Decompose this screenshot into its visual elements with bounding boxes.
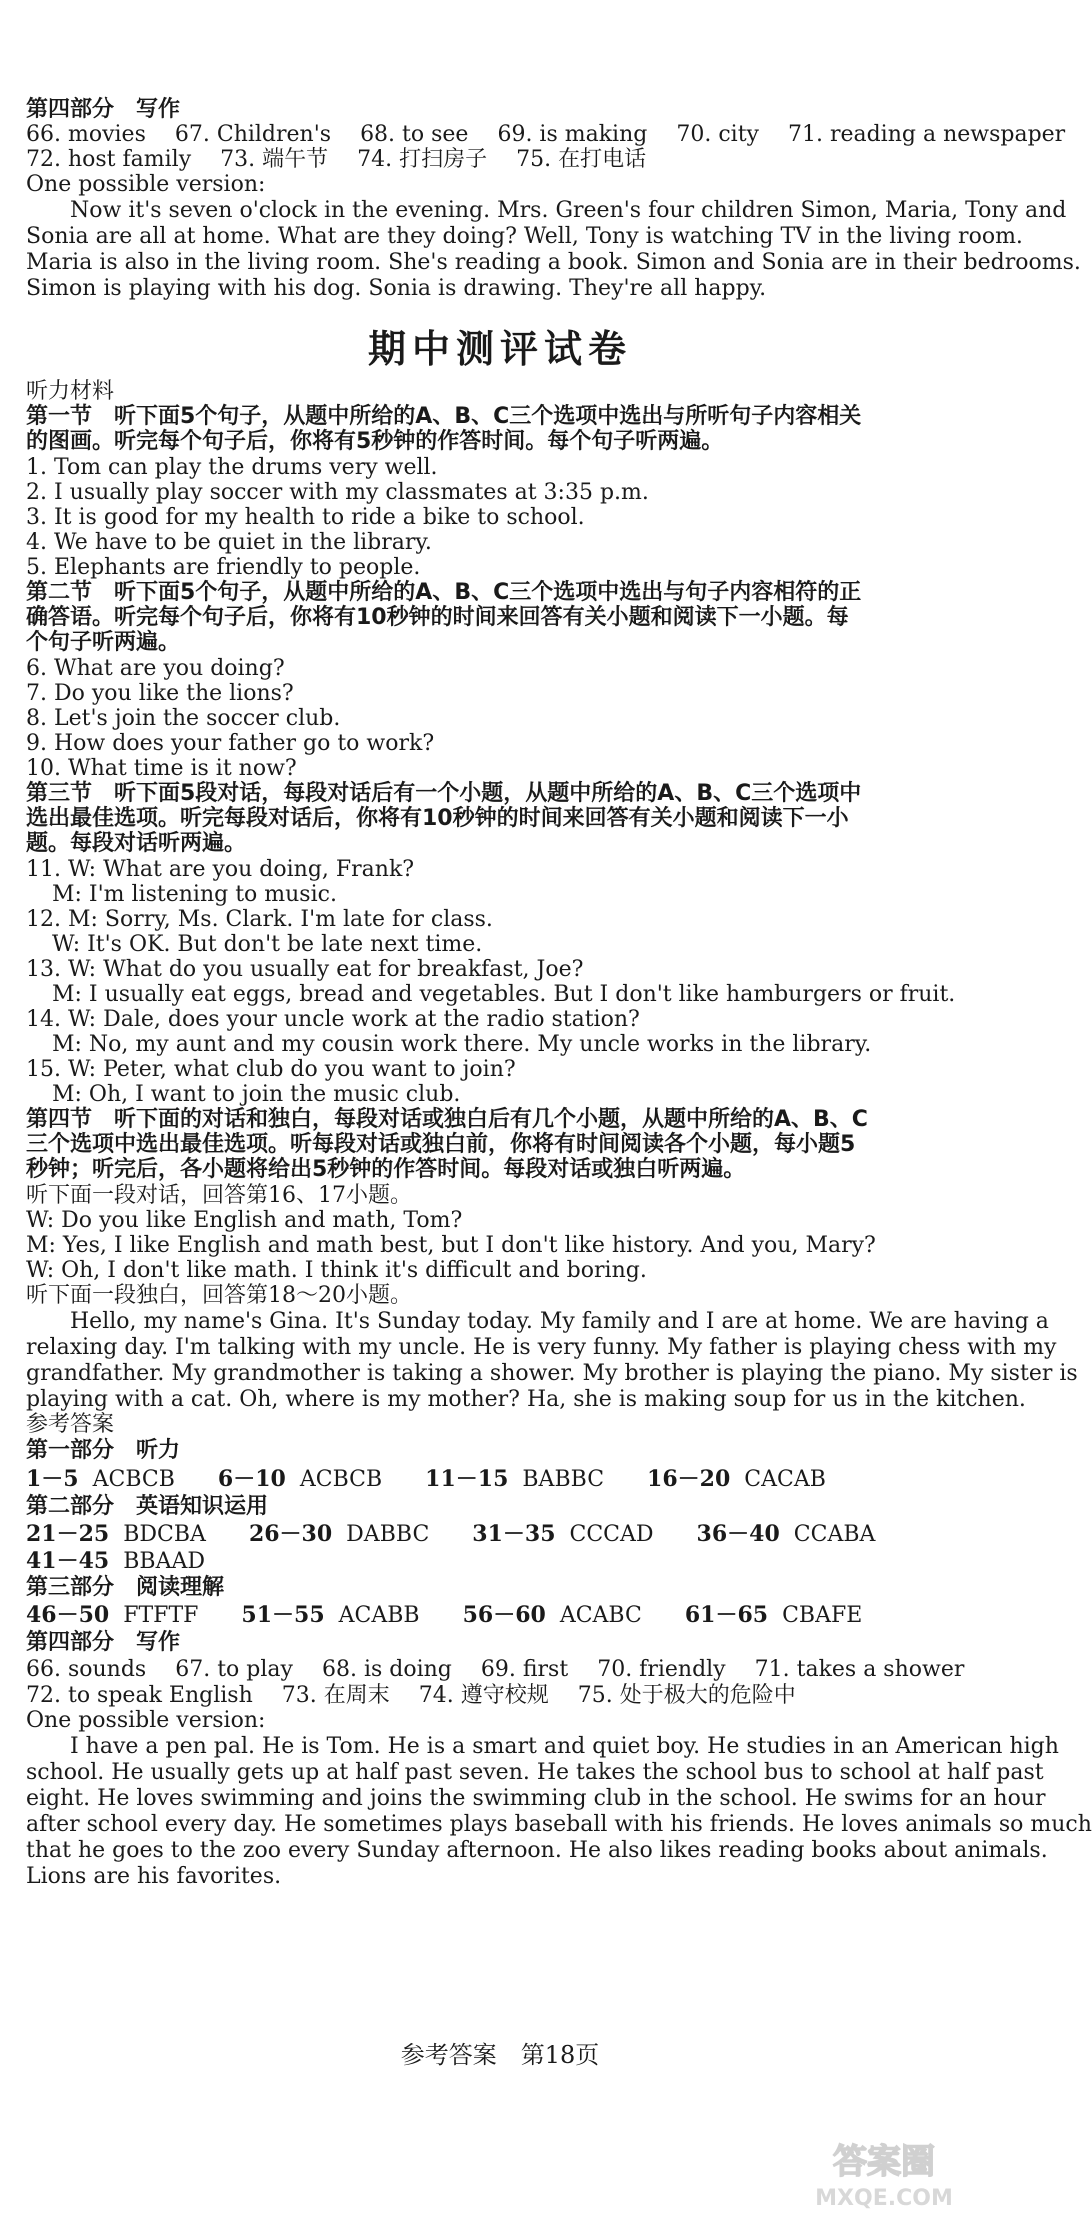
- answer: 67. Children's: [174, 122, 332, 147]
- essay-line: eight. He loves swimming and joins the swimming club in the school. He swims for an hour: [26, 1786, 1046, 1811]
- dialogue-line: W: It's OK. But don't be late next time.: [52, 932, 483, 957]
- answer: 72. host family: [26, 147, 192, 172]
- monologue-line: Hello, my name's Gina. It's Sunday today. My family and I are at home. We are having a: [70, 1309, 1049, 1334]
- watermark-url: MXQE.COM: [815, 2186, 953, 2211]
- range: 56－60: [462, 1602, 546, 1628]
- instruction-line: 第四节 听下面的对话和独白，每段对话或独白后有几个小题，从题中所给的A、B、C: [26, 1107, 868, 1132]
- keys: ACABC: [559, 1603, 642, 1628]
- watermark-title: 答案圈: [833, 2142, 935, 2182]
- dialogue-line: 15. W: Peter, what club do you want to join?: [26, 1057, 516, 1082]
- page-footer: 参考答案 第18页: [400, 2041, 600, 2069]
- listening-item: 5. Elephants are friendly to people.: [26, 555, 421, 580]
- answer: 75. 在打电话: [516, 147, 647, 172]
- monologue-line: grandfather. My grandmother is taking a shower. My brother is playing the piano. My sister is: [26, 1361, 1078, 1386]
- answer: 67. to play: [175, 1657, 293, 1682]
- answer: 70. friendly: [597, 1657, 726, 1682]
- possible-version-label: One possible version:: [26, 172, 266, 197]
- essay-line: Maria is also in the living room. She's reading a book. Simon and Sonia are in their bedrooms.: [26, 250, 1081, 275]
- answer-key-row: [26, 1548, 976, 1575]
- answer: 69. first: [480, 1657, 569, 1682]
- keys: ACABB: [338, 1603, 420, 1628]
- answer-key-row: [26, 1466, 976, 1493]
- keys: ACBCB: [92, 1467, 175, 1492]
- section-label: 参考答案: [26, 1412, 115, 1437]
- answer: 71. reading a newspaper: [787, 122, 1066, 147]
- answer: 70. city: [676, 122, 759, 147]
- listening-item: 9. How does your father go to work?: [26, 731, 435, 756]
- range: 46－50: [26, 1602, 110, 1628]
- sub-instruction: 听下面一段独白，回答第18～20小题。: [26, 1283, 412, 1308]
- keys: BBAAD: [123, 1549, 205, 1574]
- answer-key-row: [26, 1521, 976, 1548]
- instruction-line: 个句子听两遍。: [26, 630, 181, 655]
- dialogue-line: M: Yes, I like English and math best, but I don't like history. And you, Mary?: [26, 1233, 876, 1258]
- range: 61－65: [684, 1602, 769, 1628]
- range: 51－55: [241, 1602, 325, 1628]
- essay-line: after school every day. He sometimes plays baseball with his friends. He loves animals so much: [26, 1812, 1092, 1837]
- page-title: 期中测评试卷: [367, 327, 632, 371]
- answer-row: [26, 1656, 976, 1683]
- essay-line: I have a pen pal. He is Tom. He is a smart and quiet boy. He studies in an American high: [70, 1734, 1059, 1759]
- essay-line: Now it's seven o'clock in the evening. Mrs. Green's four children Simon, Maria, Tony and: [70, 198, 1067, 223]
- monologue-line: relaxing day. I'm talking with my uncle. He is very funny. My father is playing chess with my: [26, 1335, 1057, 1360]
- answer: 69. is making: [497, 122, 648, 147]
- essay-line: Sonia are all at home. What are they doing? Well, Tony is watching TV in the living room.: [26, 224, 1023, 249]
- essay-line: Lions are his favorites.: [26, 1864, 282, 1889]
- answer: 72. to speak English: [26, 1683, 253, 1708]
- sub-instruction: 听下面一段对话，回答第16、17小题。: [26, 1183, 412, 1208]
- keys: CBAFE: [782, 1603, 863, 1628]
- answer: 71. takes a shower: [754, 1657, 965, 1682]
- answer-row: [26, 146, 976, 173]
- part-heading: 第四部分 写作: [26, 1630, 181, 1655]
- dialogue-line: W: Do you like English and math, Tom?: [26, 1208, 463, 1233]
- answer: 68. to see: [360, 122, 469, 147]
- listening-item: 2. I usually play soccer with my classmates at 3:35 p.m.: [26, 480, 649, 505]
- instruction-line: 题。每段对话听两遍。: [26, 831, 247, 856]
- answer: 74. 打扫房子: [357, 147, 488, 172]
- dialogue-line: 14. W: Dale, does your uncle work at the radio station?: [26, 1007, 640, 1032]
- answer: 68. is doing: [321, 1657, 452, 1682]
- range: 1－5: [26, 1466, 79, 1492]
- instruction-line: 第二节 听下面5个句子，从题中所给的A、B、C三个选项中选出与句子内容相符的正: [26, 580, 862, 605]
- essay-line: school. He usually gets up at half past seven. He takes the school bus to school at half past: [26, 1760, 1044, 1785]
- range: 6－10: [217, 1466, 286, 1492]
- monologue-line: playing with a cat. Oh, where is my mother? Ha, she is making soup for us in the kitchen.: [26, 1387, 1026, 1412]
- listening-item: 10. What time is it now?: [26, 756, 297, 781]
- keys: CCCAD: [569, 1522, 654, 1547]
- dialogue-line: 11. W: What are you doing, Frank?: [26, 857, 415, 882]
- range: 36－40: [696, 1521, 780, 1547]
- instruction-line: 第一节 听下面5个句子，从题中所给的A、B、C三个选项中选出与所听句子内容相关: [26, 404, 862, 429]
- answer-key-row: [26, 1602, 976, 1629]
- part-heading: 第三部分 阅读理解: [26, 1575, 225, 1600]
- answer: 75. 处于极大的危险中: [577, 1683, 796, 1708]
- keys: FTFTF: [123, 1603, 199, 1628]
- dialogue-line: M: Oh, I want to join the music club.: [52, 1082, 461, 1107]
- part-heading: 第二部分 英语知识运用: [26, 1494, 269, 1519]
- dialogue-line: M: I usually eat eggs, bread and vegetables. But I don't like hamburgers or fruit.: [52, 982, 956, 1007]
- keys: DABBC: [346, 1522, 430, 1547]
- section-label: 听力材料: [26, 379, 115, 404]
- listening-item: 4. We have to be quiet in the library.: [26, 530, 432, 555]
- range: 26－30: [248, 1521, 333, 1547]
- part-heading: 第一部分 听力: [26, 1438, 181, 1463]
- range: 41－45: [26, 1548, 110, 1574]
- listening-item: 1. Tom can play the drums very well.: [26, 455, 438, 480]
- instruction-line: 确答语。听完每个句子后，你将有10秒钟的时间来回答有关小题和阅读下一小题。每: [26, 605, 849, 630]
- instruction-line: 第三节 听下面5段对话，每段对话后有一个小题，从题中所给的A、B、C三个选项中: [26, 781, 862, 806]
- listening-item: 3. It is good for my health to ride a bike to school.: [26, 505, 585, 530]
- range: 21－25: [26, 1521, 110, 1547]
- instruction-line: 秒钟；听完后，各小题将给出5秒钟的作答时间。每段对话或独白听两遍。: [26, 1157, 746, 1182]
- keys: CCABA: [793, 1522, 876, 1547]
- possible-version-label: One possible version:: [26, 1708, 266, 1733]
- dialogue-line: W: Oh, I don't like math. I think it's difficult and boring.: [26, 1258, 647, 1283]
- range: 11－15: [425, 1466, 509, 1492]
- keys: ACBCB: [299, 1467, 383, 1492]
- answer: 73. 在周末: [281, 1683, 390, 1708]
- dialogue-line: M: No, my aunt and my cousin work there. My uncle works in the library.: [52, 1032, 872, 1057]
- range: 31－35: [472, 1521, 556, 1547]
- dialogue-line: M: I'm listening to music.: [52, 882, 337, 907]
- instruction-line: 三个选项中选出最佳选项。听每段对话或独白前，你将有时间阅读各个小题，每小题5: [26, 1132, 856, 1157]
- answer: 74. 遵守校规: [418, 1683, 549, 1708]
- keys: BDCBA: [123, 1522, 206, 1547]
- essay-line: that he goes to the zoo every Sunday afternoon. He also likes reading books about animals.: [26, 1838, 1048, 1863]
- watermark-logo: [774, 2133, 994, 2213]
- keys: BABBC: [522, 1467, 605, 1492]
- instruction-line: 选出最佳选项。听完每段对话后，你将有10秒钟的时间来回答有关小题和阅读下一小: [26, 806, 849, 831]
- listening-item: 8. Let's join the soccer club.: [26, 706, 341, 731]
- listening-item: 7. Do you like the lions?: [26, 681, 294, 706]
- section-heading: 第四部分 写作: [26, 97, 181, 122]
- answer: 73. 端午节: [220, 147, 329, 172]
- answer-row: [26, 1682, 976, 1709]
- range: 16－20: [647, 1466, 731, 1492]
- listening-item: 6. What are you doing?: [26, 656, 285, 681]
- keys: CACAB: [744, 1467, 826, 1492]
- answer-row: [26, 121, 1066, 148]
- dialogue-line: 12. M: Sorry, Ms. Clark. I'm late for class.: [26, 907, 493, 932]
- essay-line: Simon is playing with his dog. Sonia is drawing. They're all happy.: [26, 276, 767, 301]
- answer: 66. sounds: [26, 1657, 147, 1682]
- dialogue-line: 13. W: What do you usually eat for breakfast, Joe?: [26, 957, 584, 982]
- answer: 66. movies: [26, 122, 146, 147]
- instruction-line: 的图画。听完每个句子后，你将有5秒钟的作答时间。每个句子听两遍。: [26, 429, 724, 454]
